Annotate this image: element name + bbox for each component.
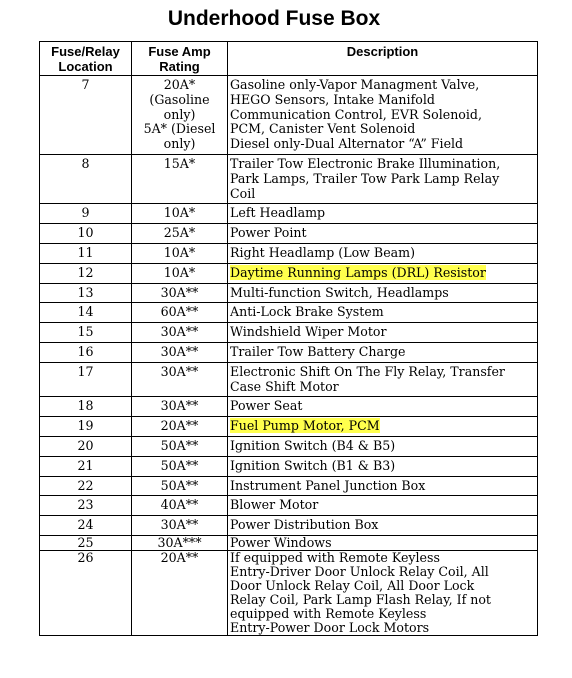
header-location: Fuse/Relay Location xyxy=(40,42,132,76)
fuse-location-cell: 12 xyxy=(40,263,132,283)
fuse-amp-cell: 25A* xyxy=(132,224,228,244)
fuse-amp-cell: 30A** xyxy=(132,362,228,397)
table-row xyxy=(40,397,538,417)
fuse-table xyxy=(39,41,538,636)
fuse-amp-cell: 30A** xyxy=(132,397,228,417)
table-row xyxy=(40,243,538,263)
fuse-amp-cell: 50A** xyxy=(132,436,228,456)
fuse-description-cell xyxy=(228,342,538,362)
fuse-location-cell: 7 xyxy=(40,76,132,155)
fuse-amp-cell: 30A** xyxy=(132,323,228,343)
fuse-description-cell xyxy=(228,263,538,283)
table-row xyxy=(40,283,538,303)
fuse-description-cell xyxy=(228,243,538,263)
description-text: Trailer Tow Electronic Brake Illumination, Park Lamps, Trailer Tow Park Lamp Relay Coil xyxy=(230,155,501,201)
table-row xyxy=(40,496,538,516)
table-row xyxy=(40,303,538,323)
fuse-location-cell: 16 xyxy=(40,342,132,362)
table-row xyxy=(40,535,538,550)
fuse-amp-cell: 50A** xyxy=(132,456,228,476)
fuse-description-cell xyxy=(228,436,538,456)
description-text: Electronic Shift On The Fly Relay, Transfer Case Shift Motor xyxy=(230,363,505,394)
fuse-description-cell xyxy=(228,550,538,635)
description-text: If equipped with Remote Keyless Entry-Driver Door Unlock Relay Coil, All Door Unlock Relay Coil, All Door Lock Relay Coil, Park Lamp Flash Relay, If not equipped with Remote Keyless Entry-Power Door Lock Motors xyxy=(230,549,491,635)
fuse-location-cell: 19 xyxy=(40,417,132,437)
table-row xyxy=(40,263,538,283)
fuse-amp-cell: 20A** xyxy=(132,417,228,437)
description-text: Ignition Switch (B4 & B5) xyxy=(230,437,396,453)
description-text: Blower Motor xyxy=(230,497,319,513)
header-amp-rating: Fuse Amp Rating xyxy=(132,42,228,76)
fuse-location-cell: 11 xyxy=(40,243,132,263)
table-row xyxy=(40,550,538,635)
description-text: Windshield Wiper Motor xyxy=(230,324,387,340)
fuse-description-cell xyxy=(228,496,538,516)
table-row xyxy=(40,436,538,456)
table-row xyxy=(40,476,538,496)
description-text: Multi-function Switch, Headlamps xyxy=(230,284,449,300)
fuse-location-cell: 15 xyxy=(40,323,132,343)
fuse-location-cell: 25 xyxy=(40,535,132,550)
fuse-description-cell xyxy=(228,397,538,417)
description-text: Power Seat xyxy=(230,398,303,414)
fuse-description-cell xyxy=(228,456,538,476)
description-text: Ignition Switch (B1 & B3) xyxy=(230,457,396,473)
fuse-location-cell: 10 xyxy=(40,224,132,244)
description-text: Instrument Panel Junction Box xyxy=(230,477,426,493)
table-row xyxy=(40,224,538,244)
table-row xyxy=(40,362,538,397)
highlighted-description-text: Fuel Pump Motor, PCM xyxy=(230,418,380,434)
fuse-location-cell: 14 xyxy=(40,303,132,323)
table-header-row xyxy=(40,42,538,76)
page-title: Underhood Fuse Box xyxy=(167,7,381,30)
fuse-location-cell: 23 xyxy=(40,496,132,516)
description-text: Right Headlamp (Low Beam) xyxy=(230,244,416,260)
fuse-description-cell xyxy=(228,362,538,397)
fuse-amp-cell: 50A** xyxy=(132,476,228,496)
fuse-amp-cell: 10A* xyxy=(132,243,228,263)
table-row xyxy=(40,154,538,203)
fuse-amp-cell: 20A* (Gasoline only) 5A* (Diesel only) xyxy=(132,76,228,155)
description-text: Left Headlamp xyxy=(230,205,326,221)
description-text: Trailer Tow Battery Charge xyxy=(230,343,406,359)
fuse-amp-cell: 15A* xyxy=(132,154,228,203)
header-description: Description xyxy=(228,42,538,76)
fuse-description-cell xyxy=(228,283,538,303)
table-row xyxy=(40,76,538,155)
fuse-description-cell xyxy=(228,303,538,323)
fuse-amp-cell: 20A** xyxy=(132,550,228,635)
description-text: Gasoline only-Vapor Managment Valve, HEGO Sensors, Intake Manifold Communication Control, EVR Solenoid, PCM, Canister Vent Solenoid Diesel only-Dual Alternator “A” Field xyxy=(230,77,482,152)
fuse-amp-cell: 30A** xyxy=(132,283,228,303)
fuse-location-cell: 18 xyxy=(40,397,132,417)
description-text: Power Windows xyxy=(230,534,332,550)
fuse-location-cell: 9 xyxy=(40,204,132,224)
table-row xyxy=(40,342,538,362)
fuse-amp-cell: 30A** xyxy=(132,516,228,536)
fuse-location-cell: 20 xyxy=(40,436,132,456)
table-row xyxy=(40,204,538,224)
fuse-description-cell xyxy=(228,76,538,155)
fuse-description-cell xyxy=(228,323,538,343)
fuse-amp-cell: 10A* xyxy=(132,263,228,283)
fuse-location-cell: 8 xyxy=(40,154,132,203)
fuse-location-cell: 22 xyxy=(40,476,132,496)
fuse-location-cell: 24 xyxy=(40,516,132,536)
fuse-description-cell xyxy=(228,204,538,224)
fuse-description-cell xyxy=(228,417,538,437)
description-text: Power Point xyxy=(230,225,307,241)
table-row xyxy=(40,323,538,343)
fuse-description-cell xyxy=(228,535,538,550)
table-row xyxy=(40,456,538,476)
fuse-description-cell xyxy=(228,476,538,496)
fuse-description-cell xyxy=(228,224,538,244)
description-text: Anti-Lock Brake System xyxy=(230,304,384,320)
fuse-amp-cell: 30A** xyxy=(132,342,228,362)
fuse-location-cell: 17 xyxy=(40,362,132,397)
fuse-amp-cell: 60A** xyxy=(132,303,228,323)
table-row xyxy=(40,516,538,536)
fuse-description-cell xyxy=(228,154,538,203)
table-body xyxy=(40,76,538,636)
fuse-amp-cell: 10A* xyxy=(132,204,228,224)
description-text: Power Distribution Box xyxy=(230,517,379,533)
fuse-amp-cell: 40A** xyxy=(132,496,228,516)
fuse-location-cell: 26 xyxy=(40,550,132,635)
fuse-location-cell: 13 xyxy=(40,283,132,303)
table-row xyxy=(40,417,538,437)
highlighted-description-text: Daytime Running Lamps (DRL) Resistor xyxy=(230,264,486,280)
fuse-description-cell xyxy=(228,516,538,536)
fuse-amp-cell: 30A*** xyxy=(132,535,228,550)
fuse-location-cell: 21 xyxy=(40,456,132,476)
